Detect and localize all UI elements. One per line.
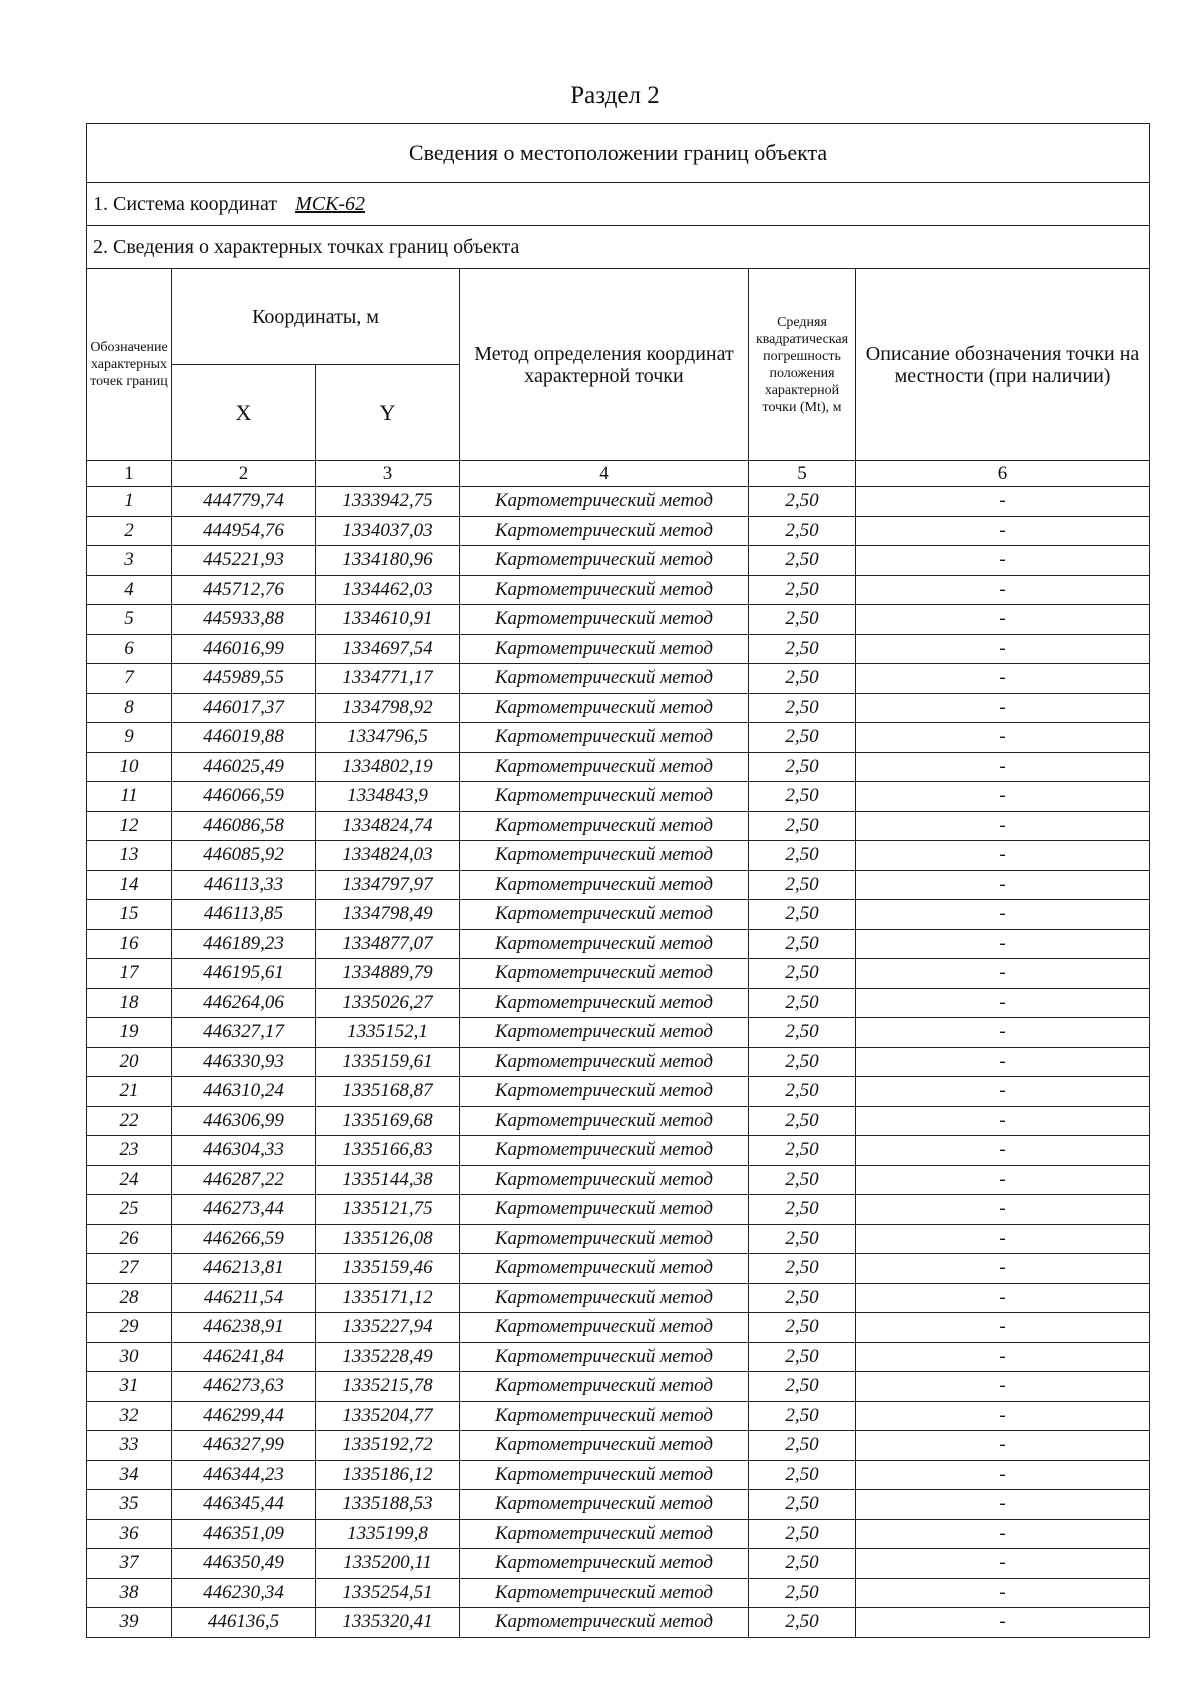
accuracy-mt: 2,50 [749,929,856,959]
point-number: 18 [87,988,172,1018]
description: - [856,782,1150,812]
point-number: 31 [87,1372,172,1402]
description: - [856,664,1150,694]
accuracy-mt: 2,50 [749,546,856,576]
point-number: 22 [87,1106,172,1136]
coord-x: 446266,59 [172,1224,316,1254]
table-row [87,811,1150,841]
accuracy-mt: 2,50 [749,782,856,812]
description: - [856,1460,1150,1490]
accuracy-mt: 2,50 [749,988,856,1018]
column-number: 2 [172,461,316,487]
coord-y: 1335254,51 [316,1578,460,1608]
description: - [856,1018,1150,1048]
description: - [856,870,1150,900]
point-number: 19 [87,1018,172,1048]
col-header-method: Метод определения координат характерной точки [460,269,749,461]
coord-x: 446195,61 [172,959,316,989]
method: Картометрический метод [460,1578,749,1608]
column-number: 5 [749,461,856,487]
coord-x: 445712,76 [172,575,316,605]
description: - [856,811,1150,841]
accuracy-mt: 2,50 [749,1047,856,1077]
point-number: 4 [87,575,172,605]
method: Картометрический метод [460,487,749,517]
coord-y: 1335168,87 [316,1077,460,1107]
point-number: 28 [87,1283,172,1313]
accuracy-mt: 2,50 [749,1431,856,1461]
table-row [87,1342,1150,1372]
coord-x: 446066,59 [172,782,316,812]
coord-y: 1335320,41 [316,1608,460,1638]
table-row [87,1460,1150,1490]
point-number: 9 [87,723,172,753]
method: Картометрический метод [460,752,749,782]
coord-x: 445221,93 [172,546,316,576]
method: Картометрический метод [460,546,749,576]
point-number: 1 [87,487,172,517]
col-header-accuracy: Средняя квадратическая погрешность положения характерной точки (Mt), м [749,269,856,461]
point-number: 17 [87,959,172,989]
point-number: 32 [87,1401,172,1431]
coord-y: 1335188,53 [316,1490,460,1520]
point-number: 8 [87,693,172,723]
accuracy-mt: 2,50 [749,1018,856,1048]
coord-y: 1335026,27 [316,988,460,1018]
coord-x: 446304,33 [172,1136,316,1166]
table-row [87,1490,1150,1520]
method: Картометрический метод [460,988,749,1018]
coord-x: 446113,85 [172,900,316,930]
point-number: 15 [87,900,172,930]
method: Картометрический метод [460,929,749,959]
coord-x: 446213,81 [172,1254,316,1284]
point-number: 35 [87,1490,172,1520]
coord-system-label: 1. Система координат [93,192,278,215]
table-row [87,1519,1150,1549]
coord-x: 446330,93 [172,1047,316,1077]
accuracy-mt: 2,50 [749,693,856,723]
table-row [87,546,1150,576]
point-number: 14 [87,870,172,900]
coord-x: 446238,91 [172,1313,316,1343]
accuracy-mt: 2,50 [749,1136,856,1166]
accuracy-mt: 2,50 [749,1578,856,1608]
table-row [87,1136,1150,1166]
coord-x: 446085,92 [172,841,316,871]
description: - [856,1431,1150,1461]
coord-x: 446016,99 [172,634,316,664]
column-number: 1 [87,461,172,487]
method: Картометрический метод [460,1431,749,1461]
coord-y: 1334037,03 [316,516,460,546]
method: Картометрический метод [460,1165,749,1195]
col-header-coordinates: Координаты, м [172,269,460,365]
coord-y: 1335204,77 [316,1401,460,1431]
method: Картометрический метод [460,811,749,841]
method: Картометрический метод [460,959,749,989]
coord-x: 444779,74 [172,487,316,517]
point-number: 7 [87,664,172,694]
description: - [856,841,1150,871]
coord-x: 446241,84 [172,1342,316,1372]
coord-y: 1334798,49 [316,900,460,930]
coord-y: 1335121,75 [316,1195,460,1225]
point-number: 23 [87,1136,172,1166]
coord-y: 1334610,91 [316,605,460,635]
coord-system-row [87,183,1150,226]
coord-y: 1335186,12 [316,1460,460,1490]
coord-x: 446017,37 [172,693,316,723]
accuracy-mt: 2,50 [749,900,856,930]
method: Картометрический метод [460,870,749,900]
description: - [856,1519,1150,1549]
description: - [856,900,1150,930]
point-number: 34 [87,1460,172,1490]
coord-x: 446351,09 [172,1519,316,1549]
table-row [87,870,1150,900]
coord-x: 446230,34 [172,1578,316,1608]
method: Картометрический метод [460,1490,749,1520]
description: - [856,1077,1150,1107]
coord-x: 445989,55 [172,664,316,694]
description: - [856,1195,1150,1225]
coord-y: 1334798,92 [316,693,460,723]
method: Картометрический метод [460,1283,749,1313]
description: - [856,1224,1150,1254]
coord-y: 1333942,75 [316,487,460,517]
accuracy-mt: 2,50 [749,487,856,517]
description: - [856,929,1150,959]
point-number: 38 [87,1578,172,1608]
coord-y: 1335159,61 [316,1047,460,1077]
table-row [87,1313,1150,1343]
coord-x: 446344,23 [172,1460,316,1490]
accuracy-mt: 2,50 [749,1608,856,1638]
table-row [87,1431,1150,1461]
point-number: 20 [87,1047,172,1077]
coord-y: 1334697,54 [316,634,460,664]
accuracy-mt: 2,50 [749,1165,856,1195]
column-numbers-row [87,461,1150,487]
point-number: 30 [87,1342,172,1372]
method: Картометрический метод [460,1460,749,1490]
table-row [87,1106,1150,1136]
point-number: 10 [87,752,172,782]
accuracy-mt: 2,50 [749,811,856,841]
accuracy-mt: 2,50 [749,1549,856,1579]
accuracy-mt: 2,50 [749,1283,856,1313]
point-number: 21 [87,1077,172,1107]
accuracy-mt: 2,50 [749,516,856,546]
method: Картометрический метод [460,1047,749,1077]
method: Картометрический метод [460,900,749,930]
accuracy-mt: 2,50 [749,1254,856,1284]
table-row [87,516,1150,546]
method: Картометрический метод [460,1313,749,1343]
point-number: 24 [87,1165,172,1195]
coord-y: 1335166,83 [316,1136,460,1166]
section-title: Раздел 2 [570,82,660,109]
description: - [856,1254,1150,1284]
description: - [856,723,1150,753]
description: - [856,1608,1150,1638]
point-number: 11 [87,782,172,812]
table-row [87,959,1150,989]
accuracy-mt: 2,50 [749,1460,856,1490]
coord-x: 446299,44 [172,1401,316,1431]
coord-y: 1334824,74 [316,811,460,841]
table-row [87,1283,1150,1313]
accuracy-mt: 2,50 [749,1372,856,1402]
method: Картометрический метод [460,1018,749,1048]
coord-x: 446345,44 [172,1490,316,1520]
description: - [856,546,1150,576]
accuracy-mt: 2,50 [749,1106,856,1136]
point-number: 13 [87,841,172,871]
description: - [856,1549,1150,1579]
description: - [856,1313,1150,1343]
description: - [856,1401,1150,1431]
table-row [87,1165,1150,1195]
coord-y: 1335126,08 [316,1224,460,1254]
method: Картометрический метод [460,841,749,871]
coord-x: 446019,88 [172,723,316,753]
method: Картометрический метод [460,1342,749,1372]
point-number: 16 [87,929,172,959]
accuracy-mt: 2,50 [749,959,856,989]
coord-x: 446287,22 [172,1165,316,1195]
table-row [87,723,1150,753]
description: - [856,1283,1150,1313]
accuracy-mt: 2,50 [749,605,856,635]
description: - [856,1047,1150,1077]
method: Картометрический метод [460,1549,749,1579]
accuracy-mt: 2,50 [749,1490,856,1520]
table-row [87,575,1150,605]
table-row [87,487,1150,517]
table-row [87,752,1150,782]
accuracy-mt: 2,50 [749,575,856,605]
description: - [856,575,1150,605]
table-row [87,693,1150,723]
coord-y: 1334462,03 [316,575,460,605]
table-row [87,1549,1150,1579]
point-number: 36 [87,1519,172,1549]
coord-x: 446211,54 [172,1283,316,1313]
table-row [87,664,1150,694]
coord-x: 446086,58 [172,811,316,841]
table-row [87,1077,1150,1107]
method: Картометрический метод [460,605,749,635]
coord-y: 1335228,49 [316,1342,460,1372]
coord-y: 1334824,03 [316,841,460,871]
coord-y: 1334843,9 [316,782,460,812]
description: - [856,1342,1150,1372]
coord-y: 1334802,19 [316,752,460,782]
method: Картометрический метод [460,1224,749,1254]
method: Картометрический метод [460,1077,749,1107]
accuracy-mt: 2,50 [749,664,856,694]
accuracy-mt: 2,50 [749,870,856,900]
description: - [856,693,1150,723]
coord-x: 444954,76 [172,516,316,546]
coord-y: 1334771,17 [316,664,460,694]
description: - [856,959,1150,989]
column-number: 3 [316,461,460,487]
col-header-y: Y [316,365,460,461]
method: Картометрический метод [460,1372,749,1402]
description: - [856,988,1150,1018]
coord-y: 1335192,72 [316,1431,460,1461]
table-row [87,1608,1150,1638]
coord-y: 1335215,78 [316,1372,460,1402]
point-number: 26 [87,1224,172,1254]
col-header-point: Обозначение характерных точек границ [87,269,172,461]
coord-y: 1335169,68 [316,1106,460,1136]
point-number: 33 [87,1431,172,1461]
accuracy-mt: 2,50 [749,1519,856,1549]
accuracy-mt: 2,50 [749,634,856,664]
table-row [87,900,1150,930]
coord-x: 446025,49 [172,752,316,782]
coord-y: 1334180,96 [316,546,460,576]
table-row [87,1578,1150,1608]
coord-y: 1335199,8 [316,1519,460,1549]
method: Картометрический метод [460,1195,749,1225]
coord-y: 1335171,12 [316,1283,460,1313]
coord-y: 1335227,94 [316,1313,460,1343]
coord-y: 1334797,97 [316,870,460,900]
description: - [856,752,1150,782]
col-header-description: Описание обозначения точки на местности (при наличии) [856,269,1150,461]
points-heading: 2. Сведения о характерных точках границ объекта [87,226,1150,269]
coord-x: 446327,17 [172,1018,316,1048]
description: - [856,634,1150,664]
method: Картометрический метод [460,1106,749,1136]
point-number: 12 [87,811,172,841]
point-number: 37 [87,1549,172,1579]
point-number: 27 [87,1254,172,1284]
description: - [856,1490,1150,1520]
table-row [87,1401,1150,1431]
point-number: 2 [87,516,172,546]
coord-x: 446350,49 [172,1549,316,1579]
coord-y: 1335152,1 [316,1018,460,1048]
column-number: 4 [460,461,749,487]
table-title: Сведения о местоположении границ объекта [87,124,1150,183]
method: Картометрический метод [460,782,749,812]
coord-x: 446306,99 [172,1106,316,1136]
method: Картометрический метод [460,634,749,664]
table-row [87,988,1150,1018]
accuracy-mt: 2,50 [749,841,856,871]
col-header-x: X [172,365,316,461]
coord-x: 446189,23 [172,929,316,959]
coord-y: 1335159,46 [316,1254,460,1284]
method: Картометрический метод [460,1254,749,1284]
table-row [87,929,1150,959]
accuracy-mt: 2,50 [749,1077,856,1107]
coord-y: 1335144,38 [316,1165,460,1195]
description: - [856,605,1150,635]
point-number: 6 [87,634,172,664]
description: - [856,487,1150,517]
coord-x: 446113,33 [172,870,316,900]
table-row [87,1254,1150,1284]
table-row [87,1047,1150,1077]
method: Картометрический метод [460,516,749,546]
accuracy-mt: 2,50 [749,1195,856,1225]
accuracy-mt: 2,50 [749,1342,856,1372]
boundary-table [86,123,1150,1638]
method: Картометрический метод [460,1401,749,1431]
point-number: 29 [87,1313,172,1343]
description: - [856,516,1150,546]
point-number: 3 [87,546,172,576]
point-number: 25 [87,1195,172,1225]
accuracy-mt: 2,50 [749,723,856,753]
coord-x: 446327,99 [172,1431,316,1461]
coord-x: 446273,44 [172,1195,316,1225]
table-row [87,1372,1150,1402]
table-row [87,634,1150,664]
method: Картометрический метод [460,1519,749,1549]
coord-y: 1334796,5 [316,723,460,753]
point-number: 39 [87,1608,172,1638]
coord-x: 445933,88 [172,605,316,635]
method: Картометрический метод [460,664,749,694]
table-row [87,605,1150,635]
table-row [87,841,1150,871]
coord-x: 446310,24 [172,1077,316,1107]
coord-y: 1334889,79 [316,959,460,989]
method: Картометрический метод [460,1136,749,1166]
accuracy-mt: 2,50 [749,1313,856,1343]
table-row [87,1195,1150,1225]
accuracy-mt: 2,50 [749,1401,856,1431]
method: Картометрический метод [460,1608,749,1638]
table-row [87,782,1150,812]
description: - [856,1372,1150,1402]
method: Картометрический метод [460,693,749,723]
coord-system-value: МСК-62 [295,192,366,215]
method: Картометрический метод [460,723,749,753]
coord-x: 446273,63 [172,1372,316,1402]
method: Картометрический метод [460,575,749,605]
coord-y: 1335200,11 [316,1549,460,1579]
accuracy-mt: 2,50 [749,752,856,782]
coord-x: 446264,06 [172,988,316,1018]
accuracy-mt: 2,50 [749,1224,856,1254]
description: - [856,1136,1150,1166]
description: - [856,1165,1150,1195]
description: - [856,1578,1150,1608]
table-row [87,1224,1150,1254]
point-number: 5 [87,605,172,635]
coord-x: 446136,5 [172,1608,316,1638]
column-number: 6 [856,461,1150,487]
table-row [87,1018,1150,1048]
description: - [856,1106,1150,1136]
coord-y: 1334877,07 [316,929,460,959]
